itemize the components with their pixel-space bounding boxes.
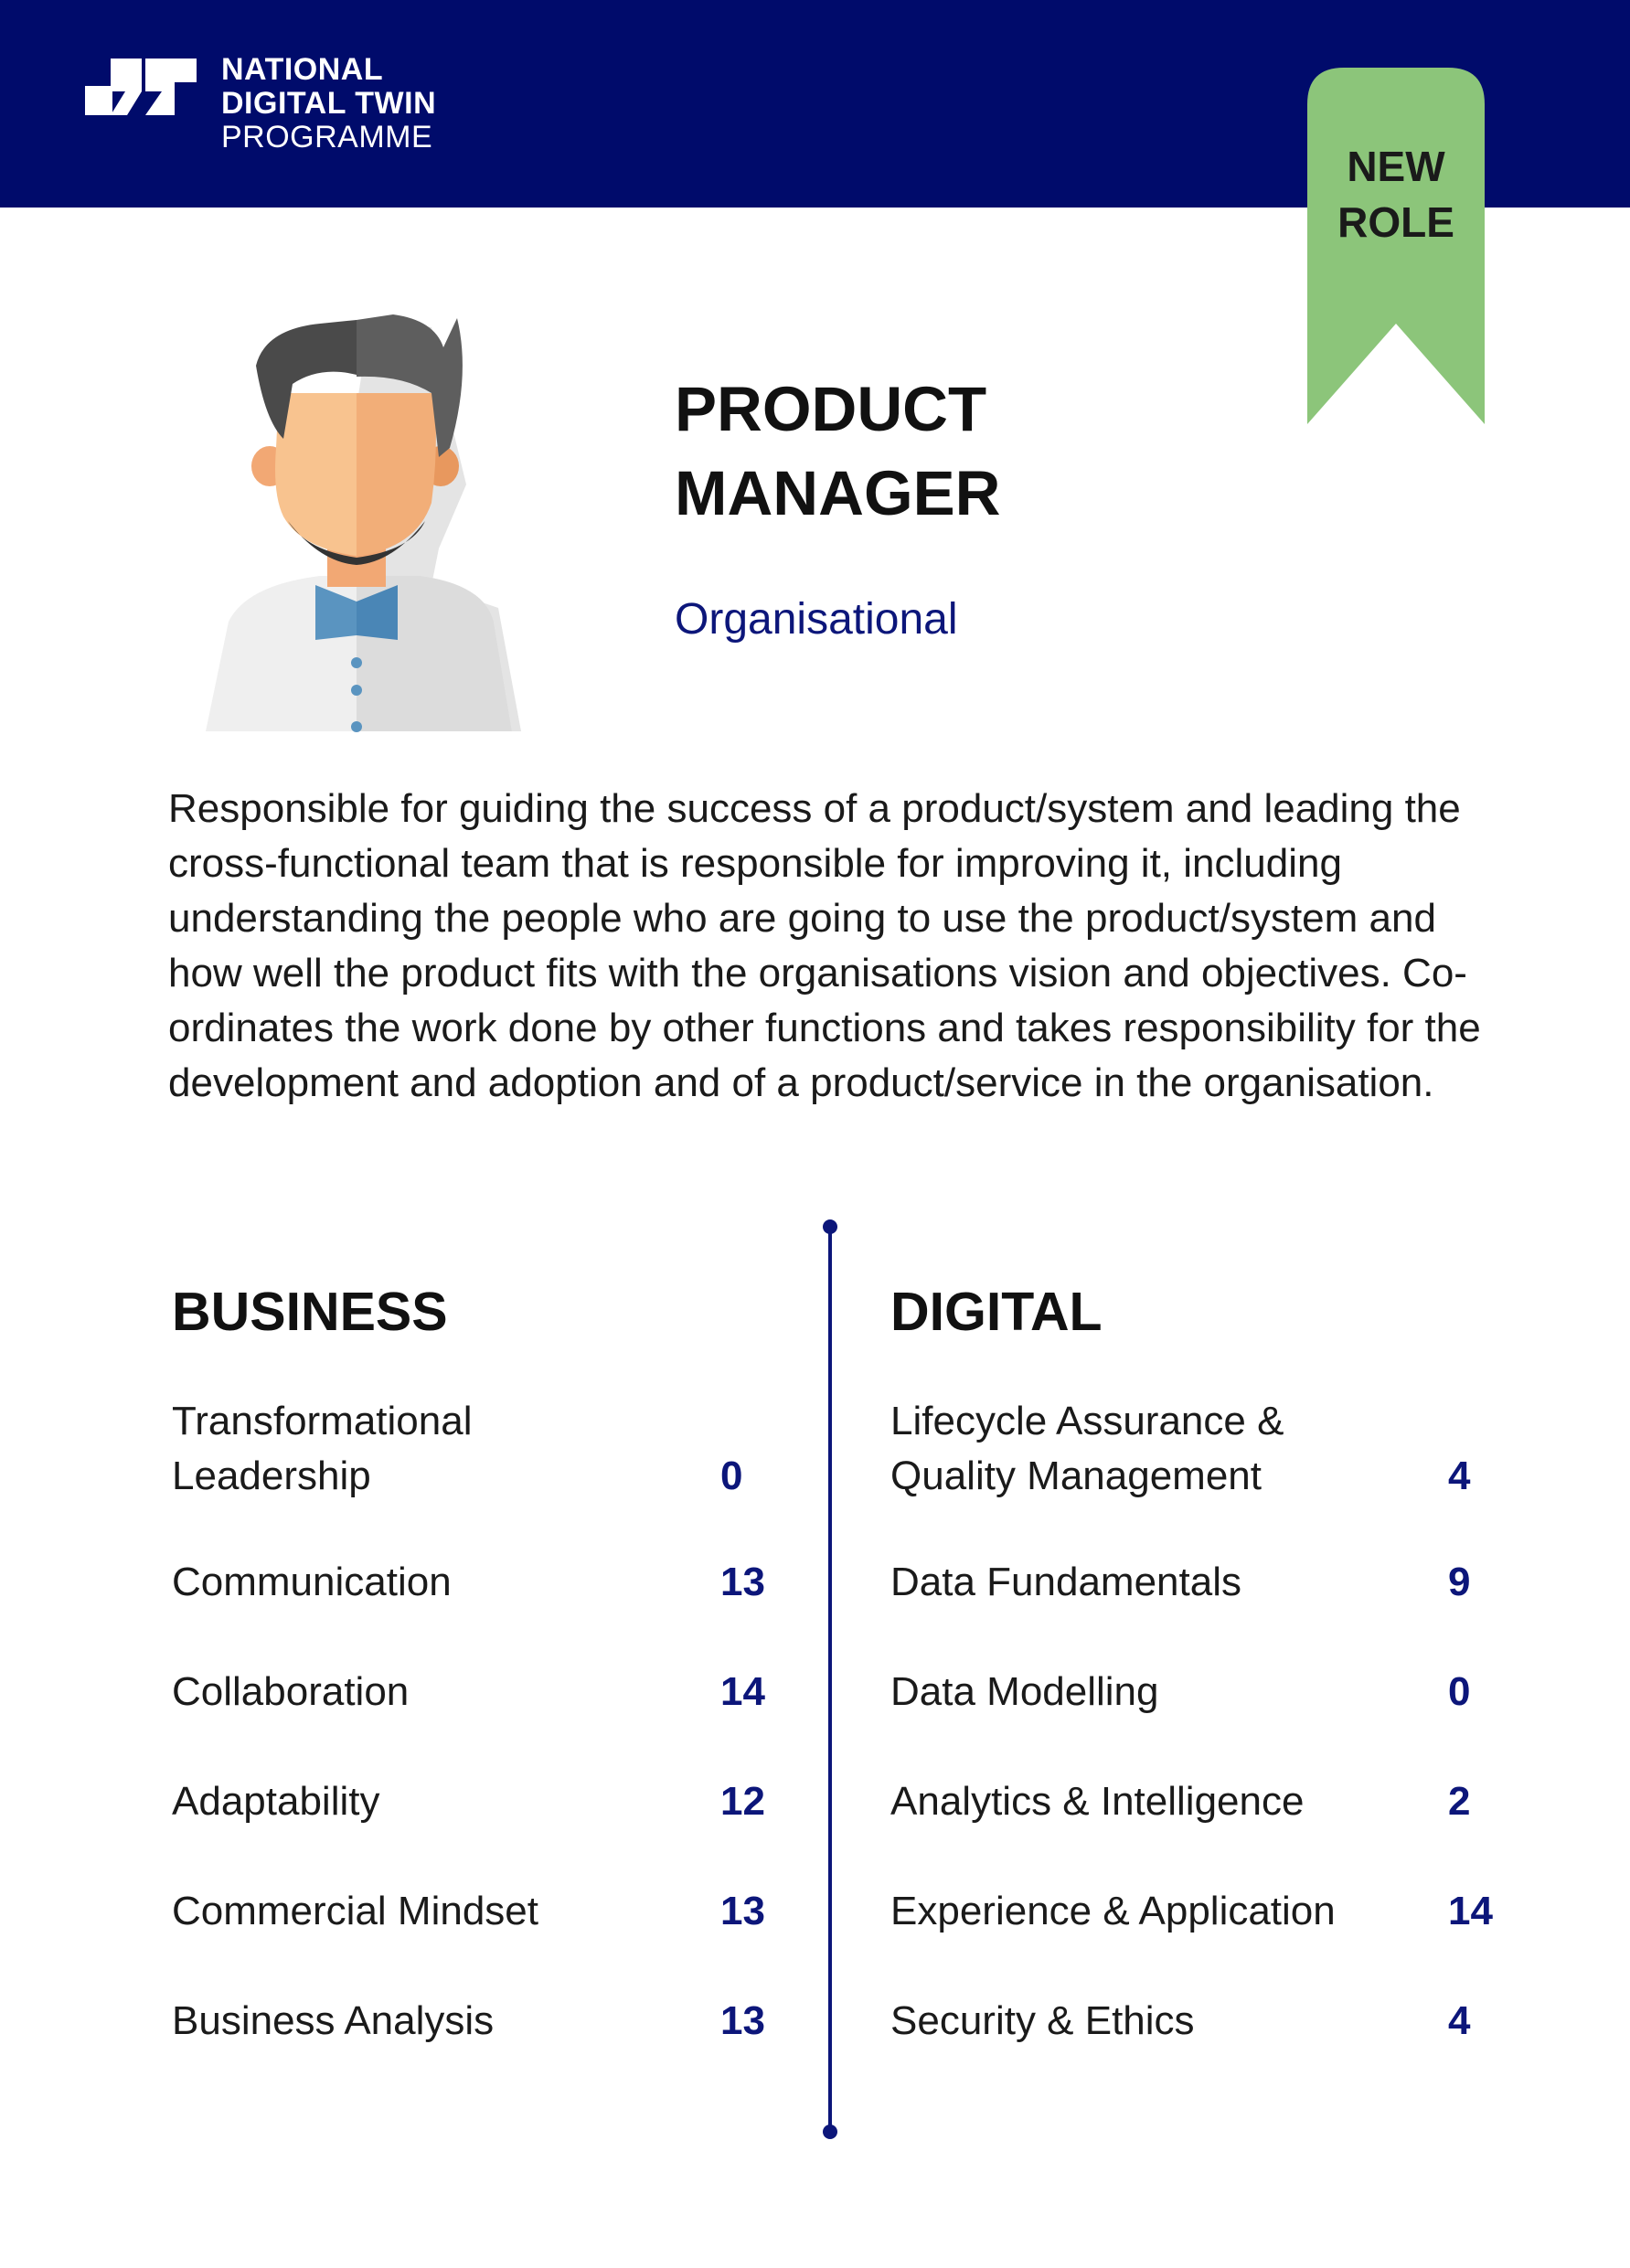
- business-heading: BUSINESS: [172, 1282, 448, 1342]
- skill-name: Data Fundamentals: [890, 1560, 1241, 1604]
- role-title: [675, 367, 1001, 536]
- skill-name: Transformational Leadership: [172, 1399, 473, 1498]
- skill-name: Commercial Mindset: [172, 1889, 538, 1933]
- skill-score: 0: [720, 1453, 743, 1498]
- skill-score: 4: [1448, 1453, 1471, 1498]
- skill-row: [890, 1994, 1494, 2049]
- skill-row: [890, 1555, 1494, 1610]
- digital-skills-column: [890, 1275, 1494, 2043]
- skill-score: 14: [720, 1669, 765, 1714]
- column-divider: [821, 1218, 839, 2141]
- skill-name: Business Analysis: [172, 1998, 495, 2043]
- skill-row: [172, 1884, 766, 1939]
- skill-score: 13: [720, 1998, 765, 2043]
- skill-score: 2: [1448, 1779, 1471, 1824]
- skill-name: Adaptability: [172, 1779, 380, 1824]
- skill-score: 9: [1448, 1560, 1471, 1604]
- logo-line-programme: PROGRAMME: [221, 120, 433, 154]
- skill-name: Analytics & Intelligence: [890, 1779, 1305, 1824]
- skill-score: 13: [720, 1560, 765, 1604]
- skill-score: 12: [720, 1779, 765, 1824]
- skill-score: 13: [720, 1889, 765, 1933]
- skill-name: Experience & Application: [890, 1889, 1336, 1933]
- skill-row: [890, 1884, 1494, 1939]
- role-title-line1: PRODUCT: [675, 374, 987, 444]
- skill-row: [172, 1994, 766, 2049]
- logo-line-national: NATIONAL: [221, 52, 384, 87]
- skill-row: [890, 1394, 1494, 1504]
- skill-name: Lifecycle Assurance & Quality Management: [890, 1399, 1284, 1498]
- ndtp-logo-icon: [85, 59, 197, 115]
- skill-row: [890, 1665, 1494, 1720]
- business-skills-column: [172, 1275, 766, 2043]
- role-title-line2: MANAGER: [675, 458, 1001, 528]
- skill-row: [172, 1394, 766, 1504]
- skill-row: [172, 1774, 766, 1829]
- skill-name: Security & Ethics: [890, 1998, 1195, 2043]
- skill-name: Data Modelling: [890, 1669, 1159, 1714]
- logo-line-digital-twin: DIGITAL TWIN: [221, 86, 437, 121]
- badge-line-role: ROLE: [1337, 198, 1454, 246]
- skill-row: [172, 1555, 766, 1610]
- skill-score: 14: [1448, 1889, 1493, 1933]
- role-category: Organisational: [675, 595, 958, 644]
- person-avatar-icon: [192, 311, 530, 733]
- new-role-badge: [1307, 139, 1485, 250]
- skill-score: 0: [1448, 1669, 1471, 1714]
- skill-name: Communication: [172, 1560, 452, 1604]
- badge-line-new: NEW: [1347, 143, 1445, 190]
- skill-score: 4: [1448, 1998, 1471, 2043]
- skill-row: [890, 1774, 1494, 1829]
- role-description: Responsible for guiding the success of a product/system and leading the cross-functional team that is responsible for improving it, including understanding the people who are going to use the product/system and how well the product fits with the organisations vision and objectives. Co-ordinates the work done by other functions and takes responsibility for the development and adoption and of a product/service in the organisation.: [168, 786, 1481, 1105]
- digital-heading: DIGITAL: [890, 1282, 1103, 1342]
- skill-name: Collaboration: [172, 1669, 410, 1714]
- logo-wordmark: [221, 53, 436, 154]
- skill-row: [172, 1665, 766, 1720]
